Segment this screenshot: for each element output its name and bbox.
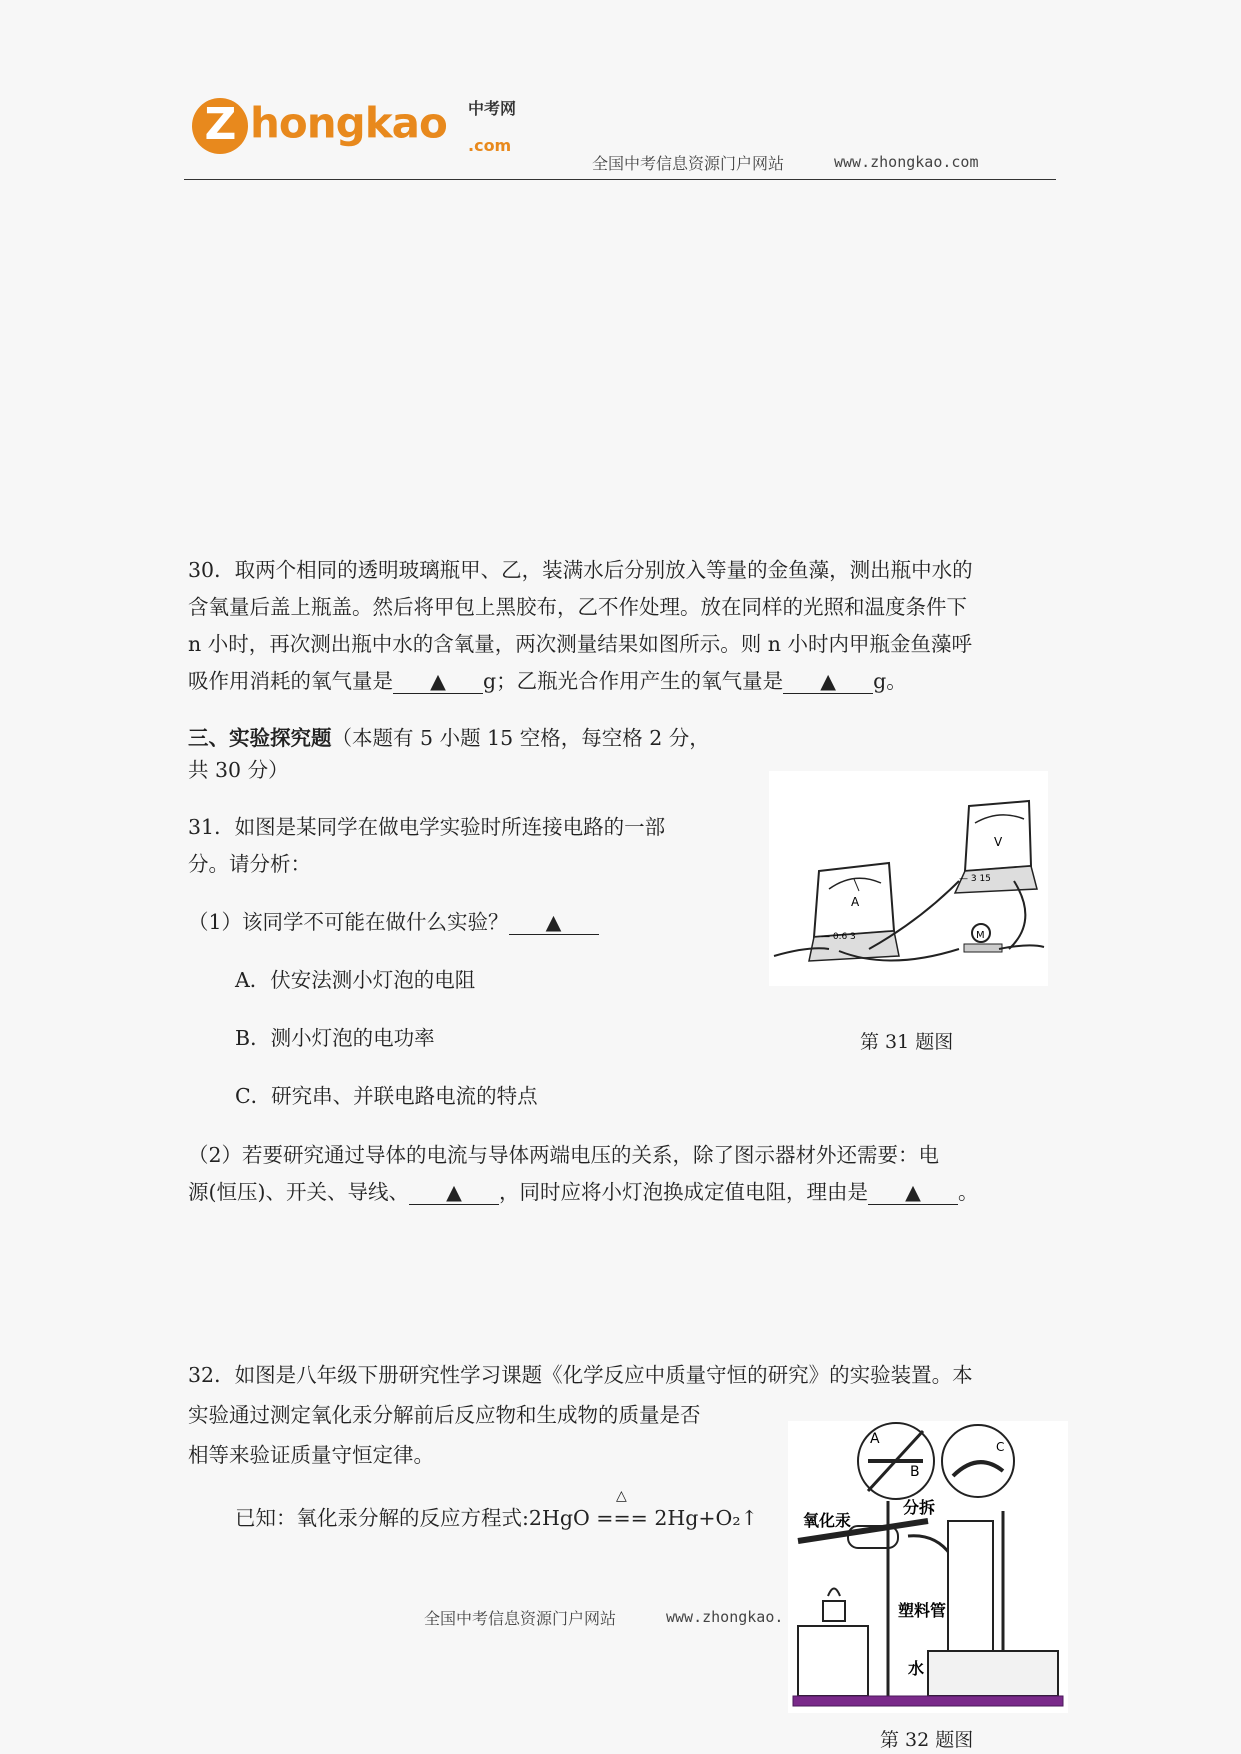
section-3-heading <box>188 722 710 786</box>
q30-blank-1[interactable]: ▲ <box>393 669 483 694</box>
q30-line1: 30．取两个相同的透明玻璃瓶甲、乙，装满水后分别放入等量的金鱼藻，测出瓶中水的 <box>188 558 973 582</box>
ammeter-terminals: — 0.6 3 <box>821 932 856 942</box>
ammeter-label: A <box>851 895 860 909</box>
q31-option-c[interactable]: C．研究串、并联电路电流的特点 <box>235 1084 538 1108</box>
q31-sub1: （1）该同学不可能在做什么实验？ ▲ <box>188 904 599 941</box>
q30-line3: n 小时，再次测出瓶中水的含氧量，两次测量结果如图所示。则 n 小时内甲瓶金鱼藻呼 <box>188 632 972 656</box>
logo-com-text: .com <box>468 136 512 155</box>
q31-option-b[interactable]: B．测小灯泡的电功率 <box>235 1026 435 1050</box>
q31-intro: 31．如图是某同学在做电学实验时所连接电路的一部 分。请分析： <box>188 815 666 876</box>
svg-text:B: B <box>910 1464 920 1480</box>
voltmeter-label: V <box>994 835 1003 849</box>
logo-main-text: hongkao <box>250 98 447 148</box>
q31-blank-1[interactable]: ▲ <box>509 910 599 935</box>
q30-blank-2[interactable]: ▲ <box>783 669 873 694</box>
svg-text:A: A <box>870 1431 880 1447</box>
question-30 <box>188 552 1068 700</box>
footer-site-url[interactable]: www.zhongkao. <box>666 1608 784 1626</box>
label-plastic-tube: 塑料管 <box>898 1601 947 1620</box>
q32-line2: 实验通过测定氧化汞分解前后反应物和生成物的质量是否 <box>188 1403 701 1427</box>
apparatus-diagram <box>788 1421 1068 1713</box>
figure-32-caption: 第 32 题图 <box>880 1729 974 1751</box>
figure-31-caption: 第 31 题图 <box>860 1031 954 1053</box>
q31-option-a[interactable]: A．伏安法测小灯泡的电阻 <box>235 968 476 992</box>
q32-line1: 32．如图是八年级下册研究性学习课题《化学反应中质量守恒的研究》的实验装置。本 <box>188 1363 973 1387</box>
logo-cn-text: 中考网 <box>468 99 517 118</box>
q31-blank-2[interactable]: ▲ <box>409 1180 499 1205</box>
svg-text:M: M <box>976 930 985 941</box>
section-3-desc1: （本题有 5 小题 15 空格，每空格 2 分， <box>331 726 710 750</box>
footer-site-name: 全国中考信息资源门户网站 <box>424 1609 617 1628</box>
q30-line4: 吸作用消耗的氧气量是 ▲ g；乙瓶光合作用产生的氧气量是 ▲ g。 <box>188 669 907 693</box>
figure-32 <box>788 1421 1068 1713</box>
label-split: 分拆 <box>903 1498 936 1517</box>
header-site-name: 全国中考信息资源门户网站 <box>592 154 785 173</box>
q32-known: 已知：氧化汞分解的反应方程式:2HgO === 2Hg+O₂↑ <box>235 1506 758 1530</box>
label-water: 水 <box>908 1659 925 1678</box>
label-mercury-oxide: 氧化汞 <box>803 1511 852 1530</box>
q31-sub2: （2）若要研究通过导体的电流与导体两端电压的关系，除了图示器材外还需要：电 源(恒压)、开关、导线、 ▲ ，同时应将小灯泡换成定值电阻，理由是 ▲ 。 <box>188 1143 979 1204</box>
figure-31 <box>769 771 1048 986</box>
logo-z-mark: Z <box>192 98 248 154</box>
q32-line3: 相等来验证质量守恒定律。 <box>188 1443 434 1467</box>
header-site-url[interactable]: www.zhongkao.com <box>834 153 979 171</box>
header-divider <box>184 179 1056 180</box>
q30-line2: 含氧量后盖上瓶盖。然后将甲包上黑胶布，乙不作处理。放在同样的光照和温度条件下 <box>188 595 967 619</box>
circuit-diagram <box>769 771 1048 986</box>
bulb <box>964 924 1002 952</box>
ammeter <box>809 863 899 961</box>
site-logo[interactable] <box>192 98 532 162</box>
section-3-title: 三、实验探究题 <box>188 726 332 750</box>
section-3-desc2: 共 30 分） <box>188 758 289 782</box>
voltmeter <box>955 801 1037 893</box>
q31-blank-3[interactable]: ▲ <box>868 1180 958 1205</box>
delta-symbol: △ <box>616 1488 627 1504</box>
voltmeter-terminals: — 3 15 <box>959 874 991 884</box>
q32-equation: 2HgO === 2Hg+O₂↑ <box>528 1506 758 1530</box>
svg-text:C: C <box>996 1440 1005 1454</box>
